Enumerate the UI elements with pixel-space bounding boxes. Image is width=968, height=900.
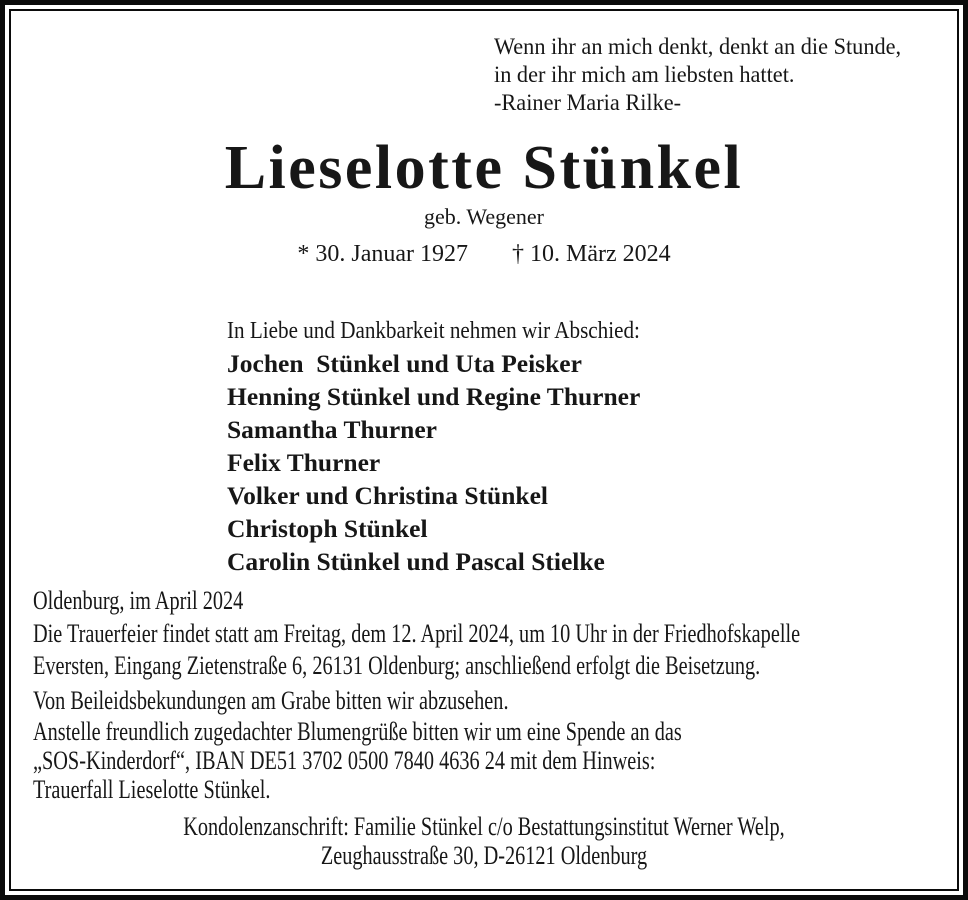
birth-date: * 30. Januar 1927 (297, 241, 468, 267)
quote-attribution: -Rainer Maria Rilke- (494, 90, 682, 115)
mourner-line: Volker und Christina Stünkel (227, 481, 548, 510)
dateline: Oldenburg, im April 2024 (33, 586, 244, 615)
mourner-list (227, 347, 640, 578)
deceased-name: Lieselotte Stünkel (224, 134, 744, 202)
mourner-line: Felix Thurner (227, 448, 381, 477)
death-date: † 10. März 2024 (512, 241, 671, 267)
donation-line: Trauerfall Lieselotte Stünkel. (33, 775, 271, 804)
farewell-intro: In Liebe und Dankbarkeit nehmen wir Abschied: (227, 318, 640, 344)
mourner-line: Jochen Stünkel und Uta Peisker (227, 349, 582, 378)
quote-line-2: in der ihr mich am liebsten hattet. (494, 62, 795, 87)
condolence-address-line: Zeughausstraße 30, D-26121 Oldenburg (320, 841, 648, 870)
condolence-address-line: Kondolenzanschrift: Familie Stünkel c/o Bestattungsinstitut Werner Welp, (183, 812, 785, 841)
donation-line: Anstelle freundlich zugedachter Blumengrüße bitten wir um eine Spende an das (33, 717, 682, 746)
quote-line-1: Wenn ihr an mich denkt, denkt an die Stunde, (494, 34, 902, 59)
condolence-note: Von Beileidsbekundungen am Grabe bitten wir abzusehen. (33, 686, 509, 715)
mourner-line: Samantha Thurner (227, 415, 437, 444)
mourner-line: Christoph Stünkel (227, 514, 428, 543)
mourner-line: Carolin Stünkel und Pascal Stielke (227, 547, 605, 576)
mourner-line: Henning Stünkel und Regine Thurner (227, 382, 641, 411)
service-info-line: Die Trauerfeier findet statt am Freitag, dem 12. April 2024, um 10 Uhr in der Friedhofskapelle (33, 619, 801, 648)
memorial-quote (494, 33, 901, 117)
donation-line: „SOS-Kinderdorf“, IBAN DE51 3702 0500 7840 4636 24 mit dem Hinweis: (33, 746, 656, 775)
maiden-name: geb. Wegener (424, 204, 544, 229)
service-info-line: Eversten, Eingang Zietenstraße 6, 26131 Oldenburg; anschließend erfolgt die Beisetzung. (33, 651, 761, 680)
life-dates (0, 240, 968, 268)
